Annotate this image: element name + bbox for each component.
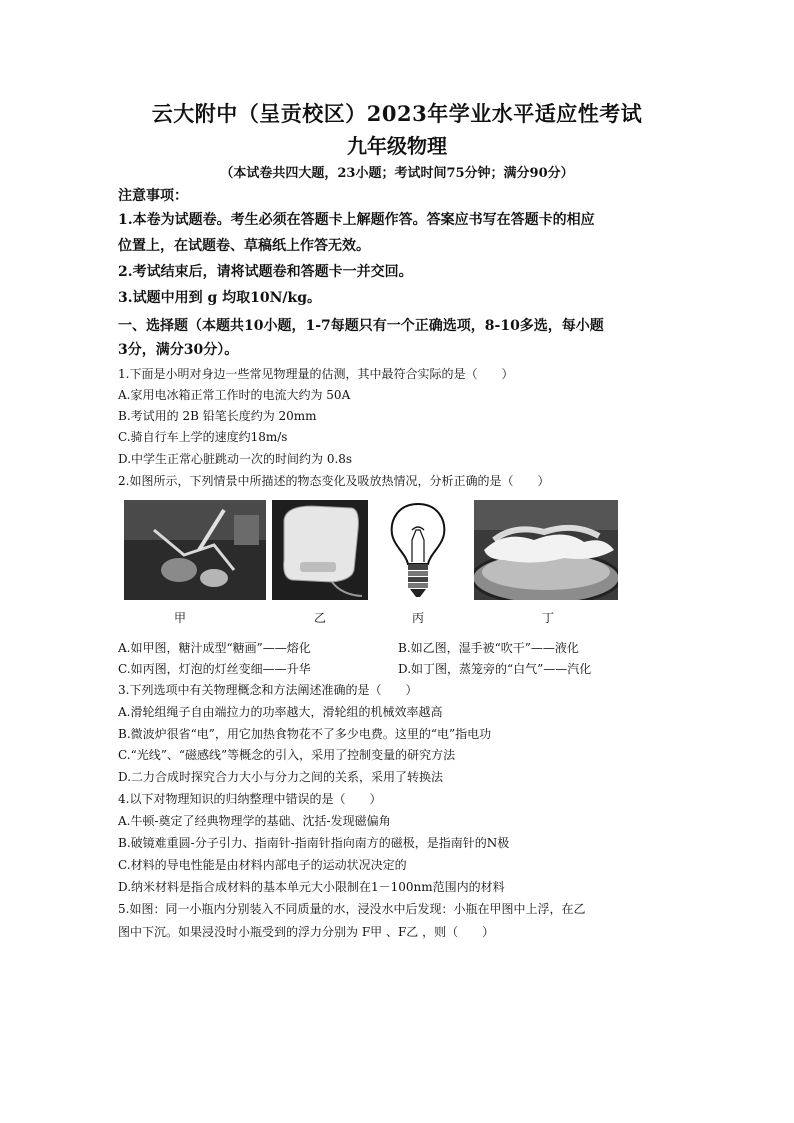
notes-heading: 注意事项：	[118, 188, 188, 204]
caption-ding: 丁	[542, 611, 555, 625]
q1-option-b: B.考试用的 2B 铅笔长度约为 20mm	[118, 409, 317, 423]
q3-option-a: A.滑轮组绳子自由端拉力的功率越大，滑轮组的机械效率越高	[118, 705, 443, 719]
q2-options-row-2	[118, 659, 678, 679]
q1-option-a: A.家用电冰箱正常工作时的电流大约为 50A	[118, 388, 351, 402]
q4-option-a: A.牛顿-奠定了经典物理学的基础、沈括-发现磁偏角	[118, 814, 391, 828]
note-1-line-2: 位置上，在试题卷、草稿纸上作答无效。	[118, 238, 370, 254]
q3-stem: 3.下列选项中有关物理概念和方法阐述准确的是（ ）	[118, 683, 418, 697]
note-1-line-1: 1.本卷为试题卷。考生必须在答题卡上解题作答。答案应书写在答题卡的相应	[118, 212, 595, 228]
q4-option-d: D.纳米材料是指合成材料的基本单元大小限制在1－100nm范围内的材料	[118, 880, 505, 894]
q2-option-c: C.如丙图，灯泡的灯丝变细——升华	[118, 662, 311, 676]
exam-title: 云大附中（呈贡校区）2023年学业水平适应性考试	[151, 101, 643, 126]
q1-option-d: D.中学生正常心脏跳动一次的时间约为 0.8s	[118, 452, 353, 466]
q2-option-d: D.如丁图，蒸笼旁的“白气”——汽化	[398, 662, 592, 676]
figure-ding-steamer	[474, 500, 618, 600]
figure-jia-candy-painting	[124, 500, 266, 600]
q2-options-row-1	[118, 638, 678, 658]
section-1-line-2: 3分，满分30分）。	[118, 342, 239, 358]
q5-line-2: 图中下沉。如果浸没时小瓶受到的浮力分别为 F甲 、F乙 ，则（ ）	[118, 925, 495, 939]
section-1-line-1: 一、选择题（本题共10小题，1-7每题只有一个正确选项，8-10多选，每小题	[118, 318, 604, 334]
note-3: 3.试题中用到 g 均取10N/kg。	[118, 290, 322, 306]
q2-option-a: A.如甲图，糖汁成型“糖画”——熔化	[118, 641, 311, 655]
q1-option-c: C.骑自行车上学的速度约18m/s	[118, 430, 288, 444]
exam-subject: 九年级物理	[347, 134, 447, 158]
note-2: 2.考试结束后，请将试题卷和答题卡一并交回。	[118, 264, 413, 280]
caption-jia: 甲	[174, 611, 187, 625]
q5-line-1: 5.如图：同一小瓶内分别装入不同质量的水，浸没水中后发现：小瓶在甲图中上浮，在乙	[118, 902, 586, 916]
figure-bing-light-bulb	[386, 500, 450, 600]
q2-stem: 2.如图所示，下列情景中所描述的物态变化及吸放热情况，分析正确的是（ ）	[118, 474, 550, 488]
caption-bing: 丙	[412, 611, 425, 625]
caption-yi: 乙	[314, 611, 327, 625]
q3-option-b: B.微波炉很省“电”，用它加热食物花不了多少电费。这里的“电”指电功	[118, 727, 492, 741]
q1-stem: 1.下面是小明对身边一些常见物理量的估测，其中最符合实际的是（ ）	[118, 367, 514, 381]
exam-info: （本试卷共四大题，23小题；考试时间75分钟；满分90分）	[220, 166, 574, 181]
q4-option-b: B.破镜难重圆-分子引力、指南针-指南针指向南方的磁极，是指南针的N极	[118, 836, 510, 850]
q3-option-d: D.二力合成时探究合力大小与分力之间的关系，采用了转换法	[118, 770, 444, 784]
q2-option-b: B.如乙图，湿手被“吹干”——液化	[398, 641, 579, 655]
q4-stem: 4.以下对物理知识的归纳整理中错误的是（ ）	[118, 792, 382, 806]
figure-yi-hand-dryer	[272, 500, 368, 600]
q3-option-c: C.“光线”、“磁感线”等概念的引入，采用了控制变量的研究方法	[118, 748, 456, 762]
q4-option-c: C.材料的导电性能是由材料内部电子的运动状况决定的	[118, 858, 407, 872]
